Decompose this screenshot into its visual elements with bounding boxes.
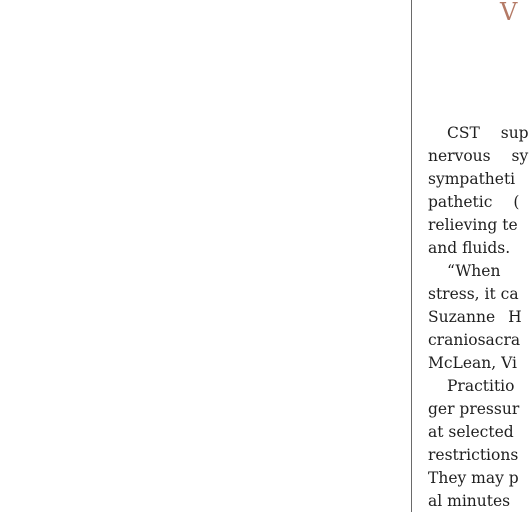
text-line: restrictions xyxy=(428,446,519,464)
text-line: ger pressur xyxy=(428,400,520,418)
text-line: al minutes xyxy=(428,492,511,510)
article-text-column xyxy=(428,122,529,513)
text-line: relieving te xyxy=(428,216,518,234)
page-divider xyxy=(411,0,412,512)
text-line: McLean, Vi xyxy=(428,354,517,372)
text-line: stress, it ca xyxy=(428,285,519,303)
text-line: and fluids. xyxy=(428,239,511,257)
header-letter: V xyxy=(500,0,518,26)
text-line: Practitio xyxy=(447,377,515,395)
text-line: sympatheti xyxy=(428,170,516,188)
text-line: at selected xyxy=(428,423,514,441)
text-line: nervous sy xyxy=(428,147,529,165)
text-line: “When xyxy=(447,262,501,280)
text-line: CST sup xyxy=(447,124,529,142)
text-line: craniosacra xyxy=(428,331,521,349)
text-line: They may p xyxy=(428,469,519,487)
text-line: pathetic ( xyxy=(428,193,520,211)
text-line: Suzanne H xyxy=(428,308,522,326)
